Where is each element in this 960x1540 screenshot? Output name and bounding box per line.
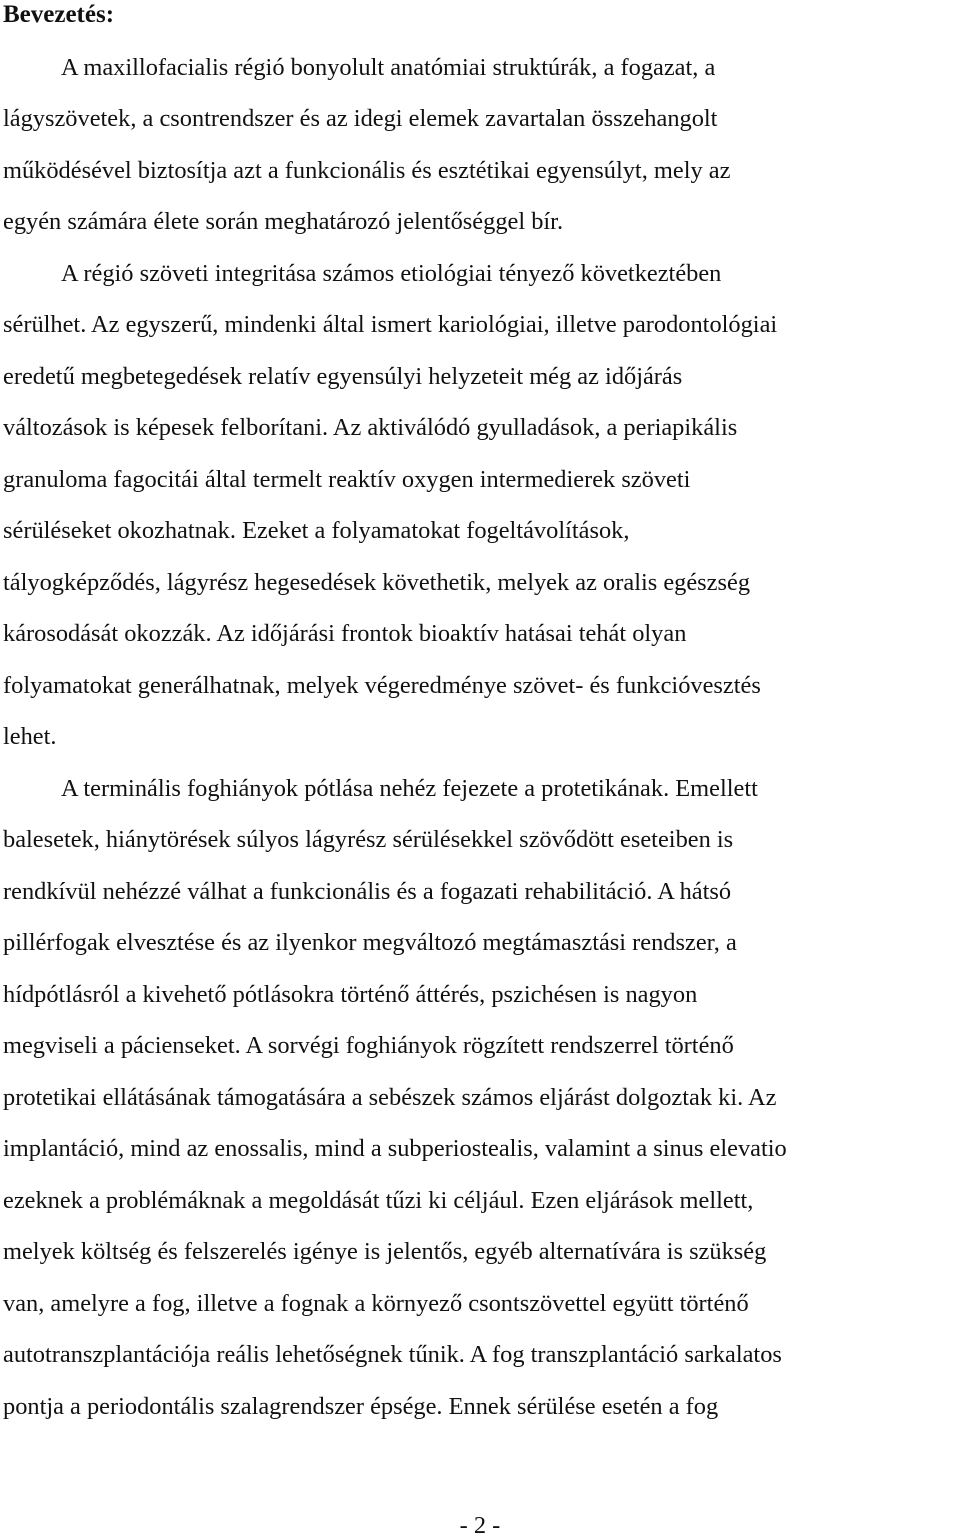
text-line: sérüléseket okozhatnak. Ezeket a folyamatokat fogeltávolítások, — [3, 517, 630, 544]
text-line: folyamatokat generálhatnak, melyek végeredménye szövet- és funkcióvesztés — [3, 672, 761, 699]
text-line: van, amelyre a fog, illetve a fognak a környező csontszövettel együtt történő — [3, 1290, 749, 1317]
text-line: egyén számára élete során meghatározó jelentőséggel bír. — [3, 208, 564, 235]
text-line: implantáció, mind az enossalis, mind a subperiostealis, valamint a sinus elevatio — [3, 1135, 787, 1162]
text-line: megviseli a pácienseket. A sorvégi foghiányok rögzített rendszerrel történő — [3, 1032, 734, 1059]
text-line: pillérfogak elvesztése és az ilyenkor megváltozó megtámasztási rendszer, a — [3, 929, 737, 956]
section-heading: Bevezetés: — [3, 1, 115, 28]
text-line: változások is képesek felborítani. Az aktiválódó gyulladások, a periapikális — [3, 414, 738, 441]
text-line: eredetű megbetegedések relatív egyensúlyi helyzeteit még az időjárás — [3, 363, 683, 390]
text-line: működésével biztosítja azt a funkcionális és esztétikai egyensúlyt, mely az — [3, 157, 731, 184]
text-line: hídpótlásról a kivehető pótlásokra történő áttérés, pszichésen is nagyon — [3, 981, 698, 1008]
text-line: rendkívül nehézzé válhat a funkcionális és a fogazati rehabilitáció. A hátsó — [3, 878, 732, 905]
text-line: ezeknek a problémáknak a megoldását tűzi ki céljául. Ezen eljárások mellett, — [3, 1187, 754, 1214]
text-line: melyek költség és felszerelés igénye is jelentős, egyéb alternatívára is szükség — [3, 1238, 767, 1265]
text-line: A terminális foghiányok pótlása nehéz fejezete a protetikának. Emellett — [61, 775, 758, 802]
text-line: lehet. — [3, 723, 57, 750]
text-line: protetikai ellátásának támogatására a sebészek számos eljárást dolgoztak ki. Az — [3, 1084, 777, 1111]
text-line: A régió szöveti integritása számos etiológiai tényező következtében — [61, 260, 722, 287]
text-line: károsodását okozzák. Az időjárási frontok bioaktív hatásai tehát olyan — [3, 620, 687, 647]
text-line: autotranszplantációja reális lehetőségnek tűnik. A fog transzplantáció sarkalatos — [3, 1341, 782, 1368]
text-line: sérülhet. Az egyszerű, mindenki által ismert kariológiai, illetve parodontológiai — [3, 311, 778, 338]
text-line: tályogképződés, lágyrész hegesedések követhetik, melyek az oralis egészség — [3, 569, 751, 596]
text-line: granuloma fagocitái által termelt reaktív oxygen intermedierek szöveti — [3, 466, 691, 493]
text-line: A maxillofacialis régió bonyolult anatómiai struktúrák, a fogazat, a — [61, 54, 716, 81]
text-line: balesetek, hiánytörések súlyos lágyrész sérülésekkel szövődött eseteiben is — [3, 826, 734, 853]
text-line: lágyszövetek, a csontrendszer és az idegi elemek zavartalan összehangolt — [3, 105, 718, 132]
text-line: pontja a periodontális szalagrendszer épsége. Ennek sérülése esetén a fog — [3, 1393, 719, 1420]
page-number: - 2 - — [459, 1512, 501, 1539]
